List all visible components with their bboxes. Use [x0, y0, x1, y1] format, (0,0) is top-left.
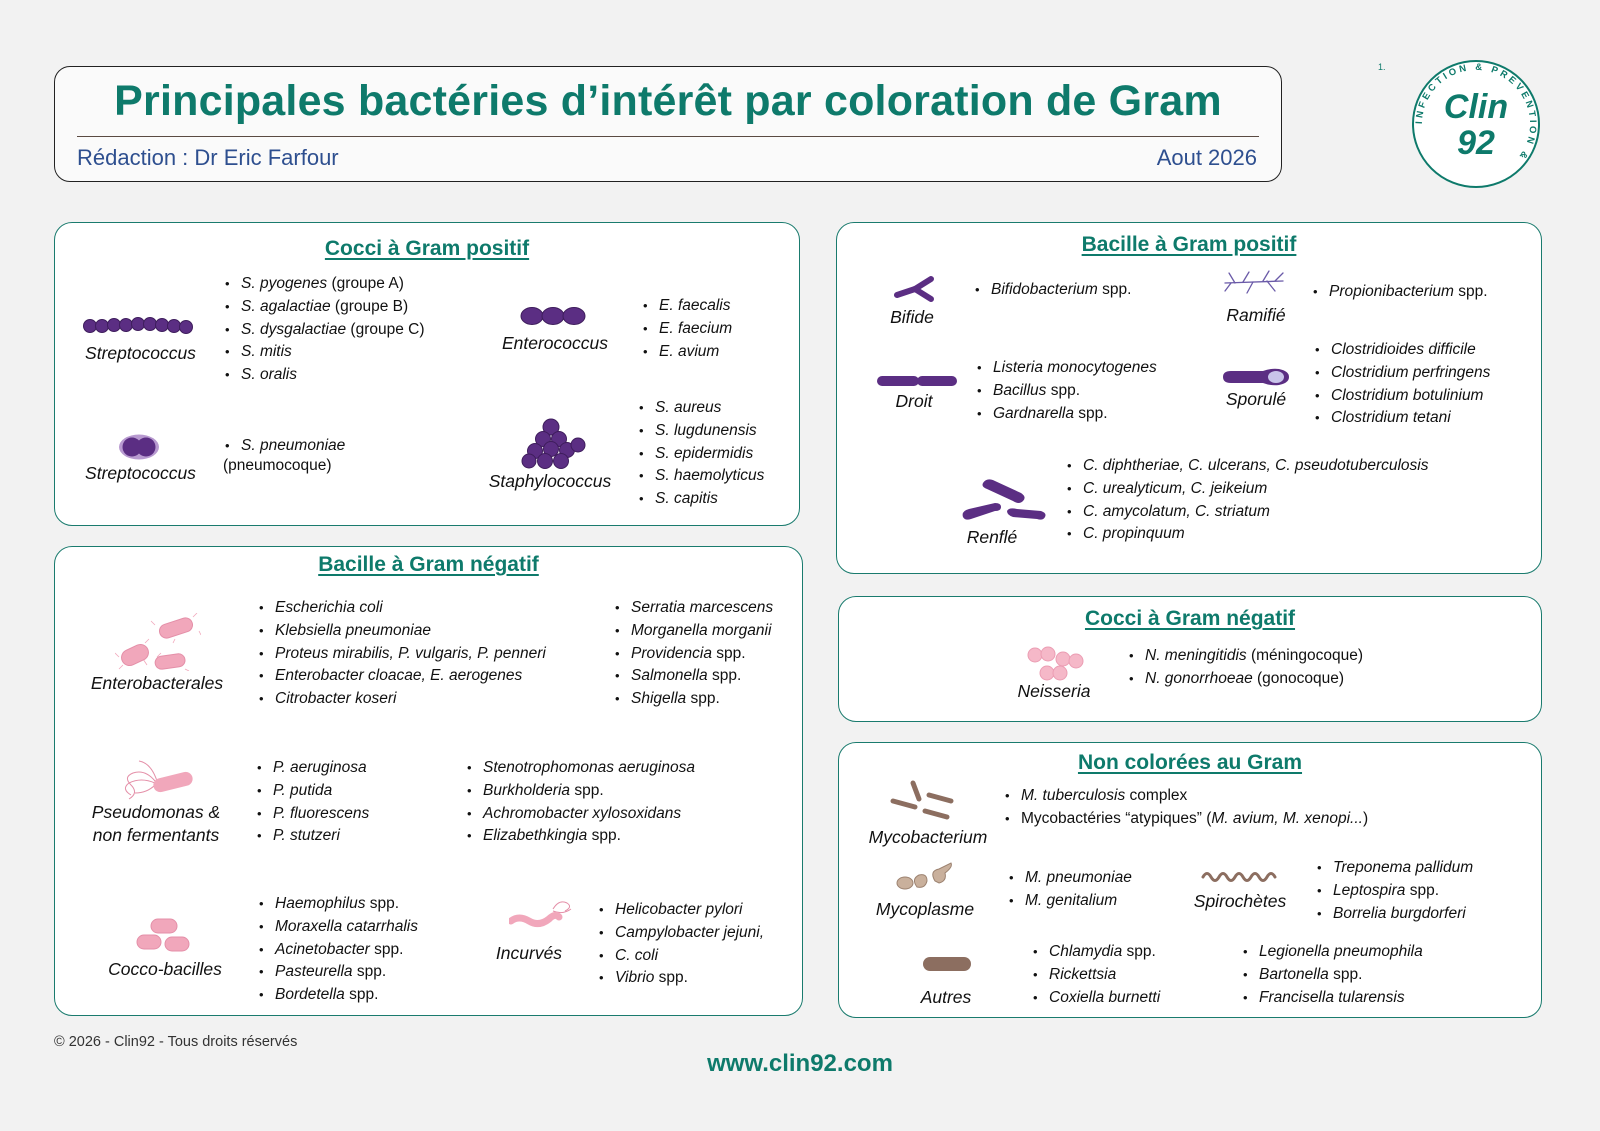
list-item: • Morganella morganii [613, 620, 773, 643]
list-item: • Clostridium tetani [1313, 407, 1490, 430]
list-sporule [1313, 339, 1490, 430]
label-pseudomonas [77, 801, 235, 847]
ramified-bacteria-icon [1223, 269, 1289, 295]
list-item: • M. genitalium [1007, 890, 1132, 913]
list-item: • Coxiella burnetti [1031, 987, 1160, 1010]
label-staphylococcus: Staphylococcus [488, 471, 612, 491]
club-shaped-bacteria-icon [961, 477, 1047, 525]
enterobacterales-icon [115, 613, 201, 671]
mycobacterium-icon [889, 777, 959, 821]
list-item: • S. oralis [223, 364, 425, 387]
list-item: • Burkholderia spp. [465, 780, 695, 803]
list-item: • Listeria monocytogenes [975, 357, 1157, 380]
label-bifide: Bifide [890, 307, 934, 327]
list-item: • Escherichia coli [257, 597, 546, 620]
label-enterococcus: Enterococcus [501, 333, 609, 353]
staphylococcus-cluster-icon [521, 417, 587, 473]
coccobacilli-icon [135, 917, 193, 953]
list-item: • Leptospira spp. [1315, 880, 1473, 903]
bifidobacterium-icon [893, 273, 937, 305]
list-item: • Clostridium botulinium [1313, 385, 1490, 408]
enterococcus-icon [519, 305, 589, 327]
list-item: • Haemophilus spp. [257, 893, 418, 916]
list-item: • Citrobacter koseri [257, 688, 546, 711]
logo-mark: 1. [1378, 62, 1386, 72]
list-bifide [973, 279, 1131, 302]
label-pseudomonas-line2: non fermentants [92, 825, 220, 845]
list-enterobacterales-2 [613, 597, 773, 711]
list-item: • S. pyogenes (groupe A) [223, 273, 425, 296]
list-item: • Borrelia burgdorferi [1315, 903, 1473, 926]
label-enterobacterales: Enterobacterales [90, 673, 224, 693]
list-item: • C. diphtheriae, C. ulcerans, C. pseudotuberculosis [1065, 455, 1429, 478]
list-item: • S. capitis [637, 488, 764, 511]
logo-name-line2: 92 [1457, 124, 1495, 162]
list-item: • Moraxella catarrhalis [257, 916, 418, 939]
panel-title-cocci-positif: Cocci à Gram positif [324, 237, 530, 260]
title-divider [77, 136, 1259, 137]
list-droit [975, 357, 1157, 425]
list-item: • Providencia spp. [613, 643, 773, 666]
list-item: • Treponema pallidum [1315, 857, 1473, 880]
list-item: • Chlamydia spp. [1031, 941, 1160, 964]
list-item: • Pasteurella spp. [257, 961, 418, 984]
list-item: • P. aeruginosa [255, 757, 369, 780]
clin92-logo [1378, 58, 1542, 190]
list-item: • Clostridium perfringens [1313, 362, 1490, 385]
list-item: • E. avium [641, 341, 732, 364]
label-streptococcus: Streptococcus [85, 343, 196, 363]
list-item: • Bacillus spp. [975, 380, 1157, 403]
label-sporule: Sporulé [1225, 389, 1287, 409]
list-item: • S. dysgalactiae (groupe C) [223, 319, 425, 342]
list-item: • C. amycolatum, C. striatum [1065, 501, 1429, 524]
label-neisseria: Neisseria [1017, 681, 1091, 701]
logo-emblem-icon [1410, 58, 1542, 190]
list-mycoplasme [1007, 867, 1132, 913]
list-enterobacterales-1 [257, 597, 546, 711]
panel-cocci-gram-negatif [838, 596, 1542, 722]
label-cocco-bacilles: Cocco-bacilles [108, 959, 222, 979]
panel-cocci-gram-positif [54, 222, 800, 526]
list-item: • Elizabethkingia spp. [465, 825, 695, 848]
list-item: • S. mitis [223, 341, 425, 364]
spirochete-icon [1201, 869, 1277, 885]
list-item: • Rickettsia [1031, 964, 1160, 987]
panel-non-colorees [838, 742, 1542, 1018]
list-item: • Legionella pneumophila [1241, 941, 1423, 964]
panel-title-bacille-negatif: Bacille à Gram négatif [318, 553, 539, 576]
list-item: • S. epidermidis [637, 443, 764, 466]
list-item: • Bartonella spp. [1241, 964, 1423, 987]
website-link[interactable]: www.clin92.com [707, 1050, 893, 1077]
label-mycobacterium: Mycobacterium [868, 827, 988, 847]
list-item: • M. tuberculosis complex [1003, 785, 1368, 808]
list-item: • Serratia marcescens [613, 597, 773, 620]
list-pseudomonas-1 [255, 757, 369, 848]
list-pneumoniae [223, 435, 345, 458]
list-item: • C. urealyticum, C. jeikeium [1065, 478, 1429, 501]
mycoplasma-icon [895, 861, 955, 897]
list-item: • C. propinquum [1065, 523, 1429, 546]
list-item: • Francisella tularensis [1241, 987, 1423, 1010]
logo-ring-text: INFECTION & PREVENTION & [1413, 61, 1539, 164]
list-ramifie [1311, 281, 1488, 304]
list-item: • Proteus mirabilis, P. vulgaris, P. penneri [257, 643, 546, 666]
label-ramifie: Ramifié [1226, 305, 1286, 325]
label-mycoplasme: Mycoplasme [875, 899, 975, 919]
other-bacteria-icon [921, 955, 973, 973]
list-item: • Bordetella spp. [257, 984, 418, 1007]
pneumocoque-text: (pneumocoque) [223, 457, 332, 474]
list-staphylococcus [637, 397, 764, 511]
list-autres-2 [1241, 941, 1423, 1009]
list-item: • M. pneumoniae [1007, 867, 1132, 890]
author-text: Rédaction : Dr Eric Farfour [77, 145, 339, 170]
straight-bacillus-icon [875, 373, 961, 389]
panel-title-cocci-negatif: Cocci à Gram négatif [1084, 607, 1296, 630]
date-text: Aout 2026 [1156, 145, 1257, 170]
list-item: • Shigella spp. [613, 688, 773, 711]
list-item: • Gardnarella spp. [975, 403, 1157, 426]
diplococcus-icon [117, 433, 161, 461]
list-item: • E. faecium [641, 318, 732, 341]
label-droit: Droit [895, 391, 933, 411]
label-incurves: Incurvés [495, 943, 563, 963]
list-item: • S. haemolyticus [637, 465, 764, 488]
list-item: • N. meningitidis (méningocoque) [1127, 645, 1363, 668]
list-item: • P. putida [255, 780, 369, 803]
list-autres-1 [1031, 941, 1160, 1009]
list-item: • Achromobacter xylosoxidans [465, 803, 695, 826]
panel-title-bacille-positif: Bacille à Gram positif [1081, 233, 1297, 256]
list-item: • S. aureus [637, 397, 764, 420]
neisseria-diplococci-icon [1027, 645, 1087, 683]
panel-bacille-gram-negatif [54, 546, 803, 1016]
list-item: • Salmonella spp. [613, 665, 773, 688]
list-item: • Stenotrophomonas aeruginosa [465, 757, 695, 780]
header-box [54, 66, 1282, 182]
list-renfle [1065, 455, 1429, 546]
list-item: • S. pneumoniae [223, 435, 345, 458]
list-item: • S. lugdunensis [637, 420, 764, 443]
panel-title-non-colorees: Non colorées au Gram [1077, 751, 1303, 774]
curved-bacteria-icon [509, 897, 575, 931]
list-item: • Helicobacter pylori [597, 899, 764, 922]
list-spirochetes [1315, 857, 1473, 925]
list-item: • Vibrio spp. [597, 967, 764, 990]
list-neisseria [1127, 645, 1363, 691]
list-pseudomonas-2 [465, 757, 695, 848]
label-streptococcus-pneumoniae: Streptococcus [85, 463, 196, 483]
list-incurves [597, 899, 764, 990]
list-enterococcus [641, 295, 732, 363]
list-item: • Acinetobacter spp. [257, 939, 418, 962]
list-item: • Bifidobacterium spp. [973, 279, 1131, 302]
list-mycobacterium [1003, 785, 1368, 831]
streptococcus-chain-icon [82, 315, 194, 337]
list-streptococcus [223, 273, 425, 387]
label-autres: Autres [920, 987, 972, 1007]
list-item: • N. gonorrhoeae (gonocoque) [1127, 668, 1363, 691]
logo-name-line1: Clin [1443, 88, 1509, 126]
list-item: • Campylobacter jejuni, [597, 922, 764, 945]
label-spirochetes: Spirochètes [1193, 891, 1287, 911]
list-cocco-bacilles [257, 893, 418, 1007]
list-item: • P. stutzeri [255, 825, 369, 848]
list-item: • Enterobacter cloacae, E. aerogenes [257, 665, 546, 688]
list-item: • C. coli [597, 945, 764, 968]
panel-bacille-gram-positif [836, 222, 1542, 574]
copyright-text: © 2026 - Clin92 - Tous droits réservés [54, 1034, 298, 1050]
pseudomonas-flagellated-icon [121, 759, 195, 805]
label-pseudomonas-line1: Pseudomonas & [91, 802, 221, 822]
list-item: • E. faecalis [641, 295, 732, 318]
list-item: • Clostridioides difficile [1313, 339, 1490, 362]
page-title: Principales bactéries d’intérêt par coloration de Gram [114, 77, 1222, 125]
sporulated-bacillus-icon [1219, 365, 1291, 389]
label-renfle: Renflé [966, 527, 1018, 547]
list-item: • S. agalactiae (groupe B) [223, 296, 425, 319]
list-item: • Propionibacterium spp. [1311, 281, 1488, 304]
list-item: • Mycobactéries “atypiques” (M. avium, M. xenopi...) [1003, 808, 1368, 831]
list-item: • P. fluorescens [255, 803, 369, 826]
list-item: • Klebsiella pneumoniae [257, 620, 546, 643]
